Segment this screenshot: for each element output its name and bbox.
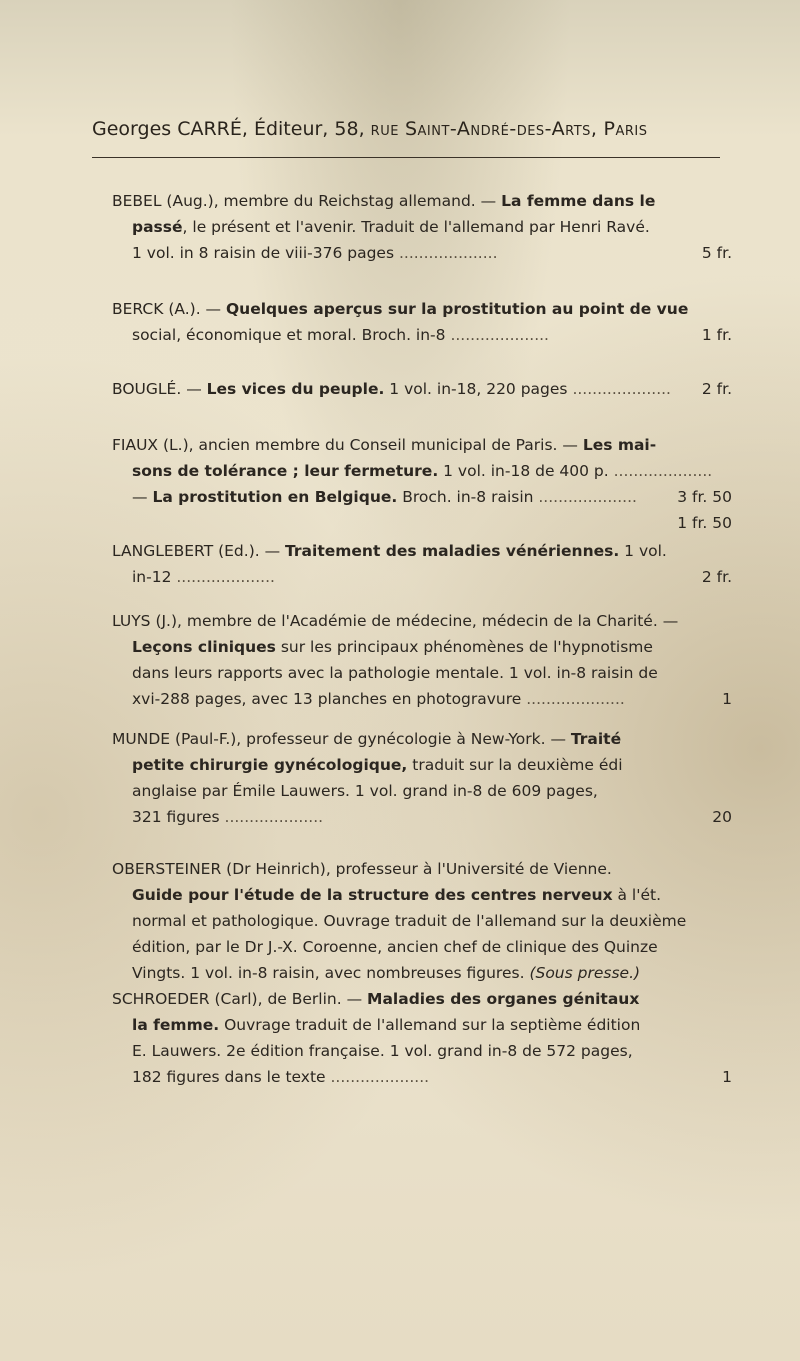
entry-text: 1 vol. in-18, 220 pages — [384, 380, 568, 398]
address-number: 58, — [334, 118, 365, 140]
catalog-entry — [112, 538, 732, 590]
entry-text: Vingts. 1 vol. in-8 raisin, avec nombreuses figures. — [132, 964, 530, 982]
publisher-name: Georges CARRÉ, Éditeur, — [92, 118, 329, 140]
leader-dots: .................... — [608, 462, 713, 480]
entry-text: édition, par le Dr J.-X. Coroenne, ancien chef de clinique des Quinze — [132, 938, 658, 956]
price: 5 fr. — [701, 244, 732, 262]
entry-title: Traité — [570, 730, 622, 748]
entry-line — [112, 908, 732, 934]
catalog-entry — [112, 296, 732, 348]
price: 1 — [722, 690, 732, 708]
entry-line — [112, 934, 732, 960]
entry-line — [112, 432, 732, 458]
entry-text: xvi-288 pages, avec 13 planches en photogravure — [132, 690, 522, 708]
entry-title: sons de tolérance ; leur fermeture. — [132, 462, 439, 480]
entry-title: petite chirurgie gynécologique, — [132, 756, 408, 774]
entry-line — [112, 778, 732, 804]
entry-text: FIAUX (L.), ancien membre du Conseil municipal de Paris. — — [112, 436, 583, 454]
price: 1 fr. — [701, 326, 732, 344]
entry-title: Maladies des organes génitaux — [367, 990, 640, 1008]
entry-line — [112, 484, 732, 532]
address-street: Saint-André-des-Arts, — [404, 118, 598, 140]
leader-dots: .................... — [171, 568, 275, 586]
entry-text: à l'ét. — [612, 886, 662, 904]
entry-text: BERCK (A.). — — [112, 300, 226, 318]
entry-title: Traitement des maladies vénériennes. — [285, 542, 620, 560]
entry-text: LUYS (J.), membre de l'Académie de médecine, médecin de la Charité. — — [112, 612, 679, 630]
catalog-entry — [112, 432, 732, 536]
leader-dots: .................... — [394, 244, 498, 262]
catalog-entry — [112, 376, 732, 402]
entry-text: anglaise par Émile Lauwers. 1 vol. grand in-8 de 609 pages, — [132, 782, 598, 800]
entry-text: traduit sur la deuxième édi — [407, 756, 623, 774]
price: 1 fr. 50 — [677, 514, 732, 532]
entry-line — [112, 214, 732, 240]
entry-title: La prostitution en Belgique. — [152, 488, 398, 506]
entry-text: BEBEL (Aug.), membre du Reichstag allemand. — — [112, 192, 502, 210]
catalog-entry — [112, 608, 732, 712]
entry-text: Broch. in-8 raisin — [397, 488, 534, 506]
entry-line — [112, 564, 732, 590]
catalog-entry — [112, 726, 732, 830]
entry-title: Les mai- — [582, 436, 657, 454]
entry-title: Guide pour l'étude de la structure des centres nerveux — [132, 886, 613, 904]
price: 1 — [722, 1068, 732, 1086]
leader-dots: .................... — [521, 690, 625, 708]
entry-title: Leçons cliniques — [132, 638, 276, 656]
entry-text: dans leurs rapports avec la pathologie mentale. 1 vol. in-8 raisin de — [132, 664, 658, 682]
entry-title: La femme dans le — [501, 192, 656, 210]
entry-text: 1 vol. — [619, 542, 667, 560]
entry-title: Quelques aperçus sur la prostitution au point de vue — [225, 300, 689, 318]
address-rue: rue — [370, 118, 399, 140]
entry-text: — — [132, 488, 153, 506]
entry-line — [112, 726, 732, 752]
entry-line — [112, 752, 732, 778]
entry-line — [112, 322, 732, 348]
entry-line — [112, 686, 732, 712]
leader-dots: .................... — [445, 326, 549, 344]
entry-line — [112, 1012, 732, 1038]
entry-line — [112, 376, 732, 402]
entry-text: LANGLEBERT (Ed.). — — [112, 542, 286, 560]
entry-line — [112, 660, 732, 686]
entry-line — [112, 986, 732, 1012]
entry-title: Les vices du peuple. — [206, 380, 385, 398]
entry-line — [112, 804, 732, 830]
leader-dots: .................... — [533, 488, 637, 506]
entry-text: , le présent et l'avenir. Traduit de l'allemand par Henri Ravé. — [182, 218, 650, 236]
leader-dots: .................... — [325, 1068, 430, 1086]
entry-line — [112, 634, 732, 660]
entry-text: OBERSTEINER (Dr Heinrich), professeur à l'Université de Vienne. — [112, 860, 612, 878]
entry-line — [112, 296, 732, 322]
entry-text: MUNDE (Paul-F.), professeur de gynécologie à New-York. — — [112, 730, 571, 748]
entry-text: Ouvrage traduit de l'allemand sur la septième édition — [219, 1016, 641, 1034]
entry-title: la femme. — [132, 1016, 220, 1034]
entry-text: 182 figures dans le texte — [132, 1068, 326, 1086]
entry-line — [112, 1064, 732, 1090]
entry-text: BOUGLÉ. — — [112, 380, 207, 398]
entry-text: E. Lauwers. 2e édition française. 1 vol. grand in-8 de 572 pages, — [132, 1042, 633, 1060]
entry-line — [112, 240, 732, 266]
entry-line — [112, 882, 732, 908]
price: 20 — [712, 808, 732, 826]
entry-title: passé — [132, 218, 183, 236]
entry-line — [112, 188, 732, 214]
price: 3 fr. 50 — [677, 488, 732, 506]
leader-dots: .................... — [219, 808, 324, 826]
header-rule — [92, 157, 720, 158]
entry-text: 1 vol. in-18 de 400 p. — [438, 462, 609, 480]
price: 2 fr. — [701, 380, 732, 398]
entry-line — [112, 608, 732, 634]
entry-text: in-12 — [132, 568, 172, 586]
entry-line — [112, 1038, 732, 1064]
entry-text: SCHROEDER (Carl), de Berlin. — — [112, 990, 368, 1008]
entry-text: 321 figures — [132, 808, 220, 826]
leader-dots: .................... — [567, 380, 671, 398]
catalog-entry — [112, 856, 732, 986]
catalog-entry — [112, 986, 732, 1090]
price: 2 fr. — [701, 568, 732, 586]
entry-text: normal et pathologique. Ouvrage traduit de l'allemand sur la deuxième — [132, 912, 687, 930]
entry-line — [112, 538, 732, 564]
entry-text: social, économique et moral. Broch. in-8 — [132, 326, 446, 344]
address-city: Paris — [603, 118, 648, 140]
entry-text: 1 vol. in 8 raisin de viii-376 pages — [132, 244, 395, 262]
catalog-entry — [112, 188, 732, 266]
publisher-header — [92, 118, 732, 140]
entry-line — [112, 856, 732, 882]
entry-note: (Sous presse.) — [529, 964, 641, 982]
entry-text: sur les principaux phénomènes de l'hypnotisme — [275, 638, 653, 656]
entry-line — [112, 960, 732, 986]
